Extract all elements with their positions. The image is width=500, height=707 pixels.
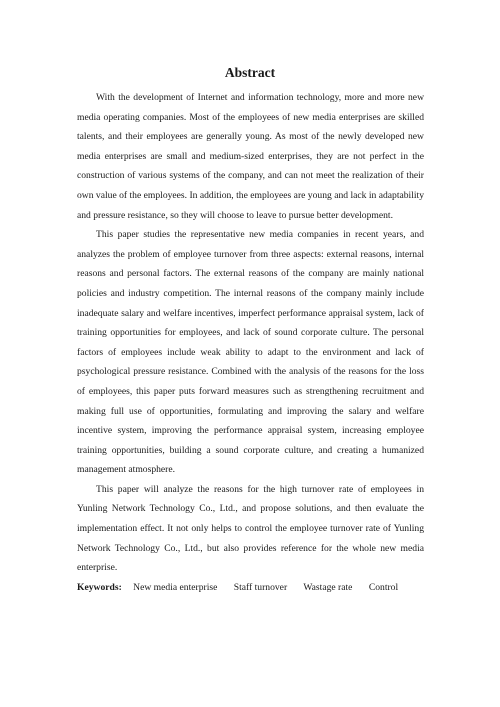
abstract-title: Abstract [224, 65, 276, 80]
keyword-item: New media enterprise [133, 581, 218, 593]
keywords-label: Keywords: [77, 581, 122, 593]
keyword-item: Control [368, 581, 399, 593]
abstract-body [77, 88, 424, 597]
abstract-paragraph-1: With the development of Internet and information technology, more and more new media operating companies. Most of the employees of new media enterprises are skilled talents, and their employees are generally young. As most of the newly developed new media enterprises are small and medium-sized enterprises, they are not perfect in the construction of various systems of the company, and can not meet the realization of their own value of the employees. In addition, the employees are young and lack in adaptability and pressure resistance, so they will choose to leave to pursue better development. [77, 92, 424, 221]
keyword-item: Wastage rate [303, 581, 353, 593]
abstract-paragraph-3: This paper will analyze the reasons for the high turnover rate of employees in Yunling Network Technology Co., Ltd., and propose solutions, and then evaluate the implementation effect. It not only helps to control the employee turnover rate of Yunling Network Technology Co., Ltd., but also provides reference for the whole new media enterprise. [77, 483, 424, 574]
abstract-paragraph-2: This paper studies the representative new media companies in recent years, and analyzes the problem of employee turnover from three aspects: external reasons, internal reasons and personal factors. The external reasons of the company are mainly national policies and industry competition. The internal reasons of the company mainly include inadequate salary and welfare incentives, imperfect performance appraisal system, lack of training opportunities for employees, and lack of sound corporate culture. The personal factors of employees include weak ability to adapt to the environment and lack of psychological pressure resistance. Combined with the analysis of the reasons for the loss of employees, this paper puts forward measures such as strengthening recruitment and making full use of opportunities, formulating and improving the salary and welfare incentive system, improving the performance appraisal system, increasing employee training opportunities, building a sound corporate culture, and creating a humanized management atmosphere. [77, 229, 424, 476]
keywords-line [77, 578, 424, 598]
keyword-item: Staff turnover [233, 581, 288, 593]
